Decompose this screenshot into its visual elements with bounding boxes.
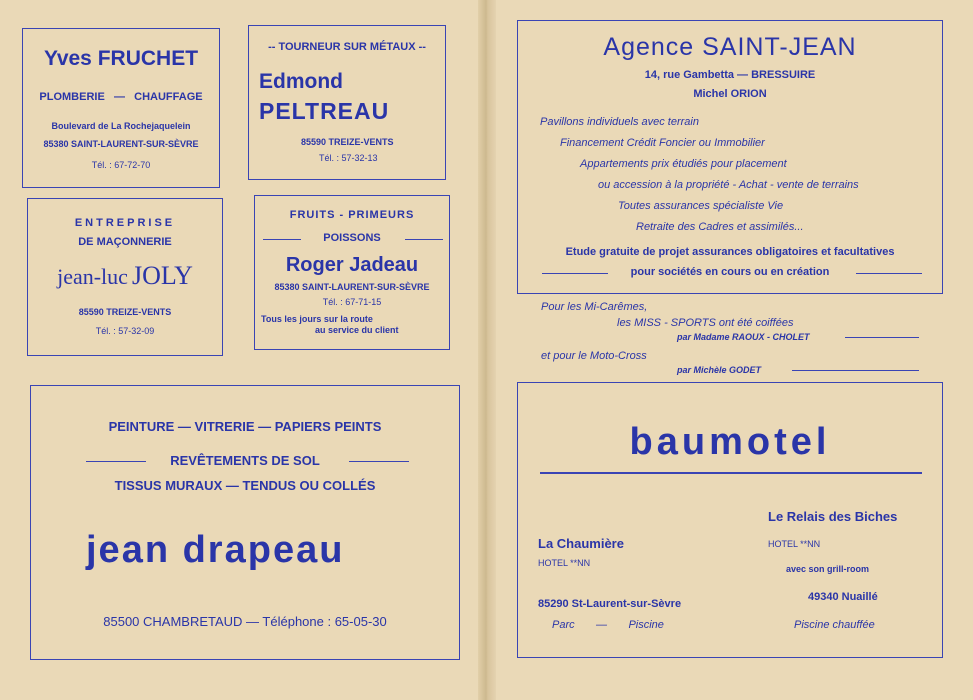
credits-rule-2 — [792, 370, 919, 371]
joly-phone: Tél. : 57-32-09 — [95, 326, 155, 336]
credits-line-3: par Madame RAOUX - CHOLET — [677, 332, 810, 342]
chaumiere-dash: — — [596, 619, 608, 631]
peltreau-last-name: PELTREAU — [259, 98, 390, 124]
drapeau-rule-right — [349, 461, 409, 462]
agence-line-2: Financement Crédit Foncier ou Immobilier — [560, 137, 765, 149]
fruchet-address-1: Boulevard de La Rochejaquelein — [51, 121, 191, 131]
fruchet-trade2: CHAUFFAGE — [134, 91, 203, 103]
ad-agence-saint-jean — [517, 20, 943, 294]
agence-line-8: pour sociétés en cours ou en création — [630, 266, 830, 278]
baumotel-rule — [540, 472, 922, 474]
jadeau-name: Roger Jadeau — [285, 254, 419, 276]
fruchet-address-2: 85380 SAINT-LAURENT-SUR-SÈVRE — [43, 139, 199, 149]
ad-drapeau — [30, 385, 460, 660]
jadeau-phone: Tél. : 67-71-15 — [322, 297, 382, 307]
fruchet-dash: — — [113, 91, 125, 103]
fruchet-first: Yves — [43, 47, 92, 70]
joly-address: 85590 TREIZE-VENTS — [78, 307, 172, 317]
page-gutter — [478, 0, 496, 700]
joly-name — [28, 261, 222, 291]
fruchet-trades — [23, 91, 219, 103]
agence-line-6: Retraite des Cadres et assimilés... — [636, 221, 804, 233]
credits-line-5: par Michèle GODET — [677, 365, 762, 375]
jadeau-line-2: POISSONS — [323, 232, 381, 244]
credits-line-2: les MISS - SPORTS ont été coiffées — [617, 317, 794, 329]
jadeau-rule-right — [405, 239, 443, 240]
agence-line-7: Etude gratuite de projet assurances obligatoires et facultatives — [565, 246, 895, 258]
ad-baumotel — [517, 382, 943, 658]
relais-title: Le Relais des Biches — [768, 509, 898, 524]
agence-line-3: Appartements prix étudiés pour placement — [580, 158, 787, 170]
chaumiere-address: 85290 St-Laurent-sur-Sèvre — [538, 598, 682, 610]
chaumiere-hotel: HOTEL **NN — [538, 558, 591, 568]
jadeau-note-2: au service du client — [315, 325, 399, 335]
relais-pool: Piscine chauffée — [794, 619, 875, 631]
peltreau-tagline: -- TOURNEUR SUR MÉTAUX -- — [268, 41, 426, 53]
joly-line-1: ENTREPRISE — [74, 217, 176, 229]
peltreau-phone: Tél. : 57-32-13 — [319, 153, 378, 163]
credits-rule-1 — [845, 337, 919, 338]
baumotel-title: baumotel — [629, 421, 831, 463]
fruchet-phone: Tél. : 67-72-70 — [91, 160, 151, 170]
agence-person: Michel ORION — [693, 88, 767, 100]
agence-line-1: Pavillons individuels avec terrain — [540, 116, 699, 128]
fruchet-name — [23, 47, 219, 71]
agence-rule-right — [856, 273, 922, 274]
fruchet-last: FRUCHET — [97, 47, 199, 70]
peltreau-first-name: Edmond — [259, 70, 343, 93]
jadeau-line-1: FRUITS - PRIMEURS — [289, 209, 415, 221]
chaumiere-title: La Chaumière — [538, 536, 624, 551]
drapeau-line-3: TISSUS MURAUX — TENDUS OU COLLÉS — [114, 478, 376, 493]
drapeau-line-2: REVÊTEMENTS DE SOL — [170, 453, 320, 468]
relais-address: 49340 Nuaillé — [808, 591, 878, 603]
peltreau-address: 85590 TREIZE-VENTS — [301, 137, 394, 147]
credits-line-4: et pour le Moto-Cross — [541, 350, 647, 362]
jadeau-note-1: Tous les jours sur la route — [261, 314, 373, 324]
agence-line-5: Toutes assurances spécialiste Vie — [618, 200, 784, 212]
credits-line-1: Pour les Mi-Carêmes, — [541, 301, 648, 313]
jadeau-address: 85380 SAINT-LAURENT-SUR-SÈVRE — [274, 282, 430, 292]
joly-name-first: jean-luc — [57, 264, 128, 289]
ad-peltreau — [248, 25, 446, 180]
ad-fruchet — [22, 28, 220, 188]
relais-hotel: HOTEL **NN — [768, 539, 821, 549]
right-page — [487, 0, 973, 700]
drapeau-line-1: PEINTURE — VITRERIE — PAPIERS PEINTS — [108, 419, 382, 434]
relais-grill: avec son grill-room — [786, 564, 870, 574]
drapeau-address: 85500 CHAMBRETAUD — Téléphone : 65-05-30 — [103, 614, 387, 629]
ad-joly — [27, 198, 223, 356]
agence-address: 14, rue Gambetta — BRESSUIRE — [644, 69, 816, 81]
chaumiere-park: Parc — [552, 619, 575, 631]
agence-line-4: ou accession à la propriété - Achat - vente de terrains — [598, 179, 859, 191]
chaumiere-amenities — [552, 619, 664, 631]
chaumiere-pool: Piscine — [628, 619, 664, 631]
ad-jadeau — [254, 195, 450, 350]
joly-name-last: JOLY — [131, 261, 193, 290]
fruchet-trade1: PLOMBERIE — [39, 91, 105, 103]
joly-line-2: DE MAÇONNERIE — [78, 236, 172, 248]
agence-title: Agence SAINT-JEAN — [603, 33, 857, 61]
drapeau-name: jean drapeau — [86, 529, 345, 571]
